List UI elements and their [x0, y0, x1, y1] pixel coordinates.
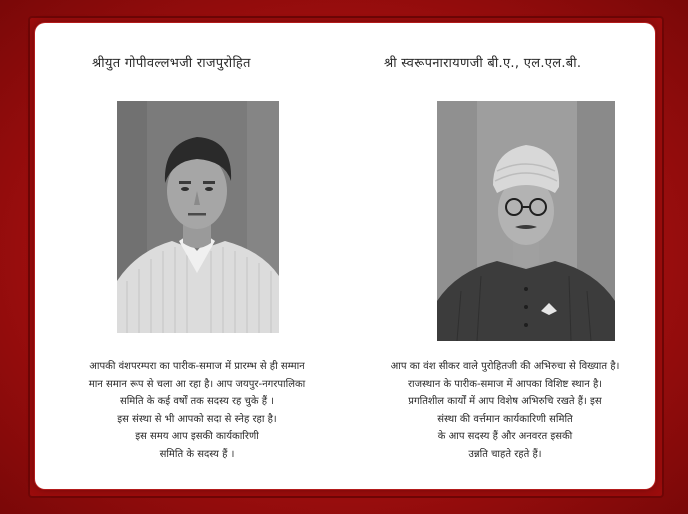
- left-description: [47, 358, 347, 463]
- left-line-4: इस संस्था से भी आपको सदा से स्नेह रहा है।: [117, 413, 277, 425]
- left-line-6: समिति के सदस्य हैं ।: [159, 448, 235, 460]
- right-line-2: राजस्थान के पारीक-समाज में आपका विशिष्ट स्थान है।: [407, 378, 603, 390]
- left-caption: श्रीयुत गोपीवल्लभजी राजपुरोहित: [92, 56, 251, 71]
- right-portrait-photo: [437, 101, 615, 341]
- right-caption: श्री स्वरूपनारायणजी बी.ए., एल.एल.बी.: [384, 56, 582, 71]
- right-line-6: उन्नति चाहते रहते हैं।: [468, 448, 542, 460]
- document-page: [35, 23, 655, 489]
- right-line-4: संस्था की वर्त्तमान कार्यकारिणी समिति: [437, 413, 573, 425]
- right-description: [355, 358, 655, 463]
- left-line-2: मान समान रूप से चला आ रहा है। आप जयपुर-नगरपालिका: [88, 378, 306, 390]
- right-profile: [355, 23, 655, 489]
- portrait-man-shirt-image: [117, 101, 279, 333]
- left-portrait-photo: [117, 101, 279, 333]
- right-line-3: प्रगतिशील कार्यों में आप विशेष अभिरुचि रखते हैं। इस: [408, 396, 602, 407]
- right-line-1: आप का वंश सीकर वाले पुरोहितजी की अभिरुचा से विख्यात है।: [390, 361, 620, 372]
- right-line-5: के आप सदस्य हैं और अनवरत इसकी: [437, 431, 573, 442]
- left-line-1: आपकी वंशपरम्परा का पारीक-समाज में प्रारम्भ से ही सम्मान: [89, 361, 305, 372]
- portrait-man-turban-image: [437, 101, 615, 341]
- left-profile: [35, 23, 355, 489]
- left-line-3: समिति के कई वर्षों तक सदस्य रह चुके हैं ।: [119, 396, 275, 407]
- left-line-5: इस समय आप इसकी कार्यकारिणी: [135, 431, 259, 442]
